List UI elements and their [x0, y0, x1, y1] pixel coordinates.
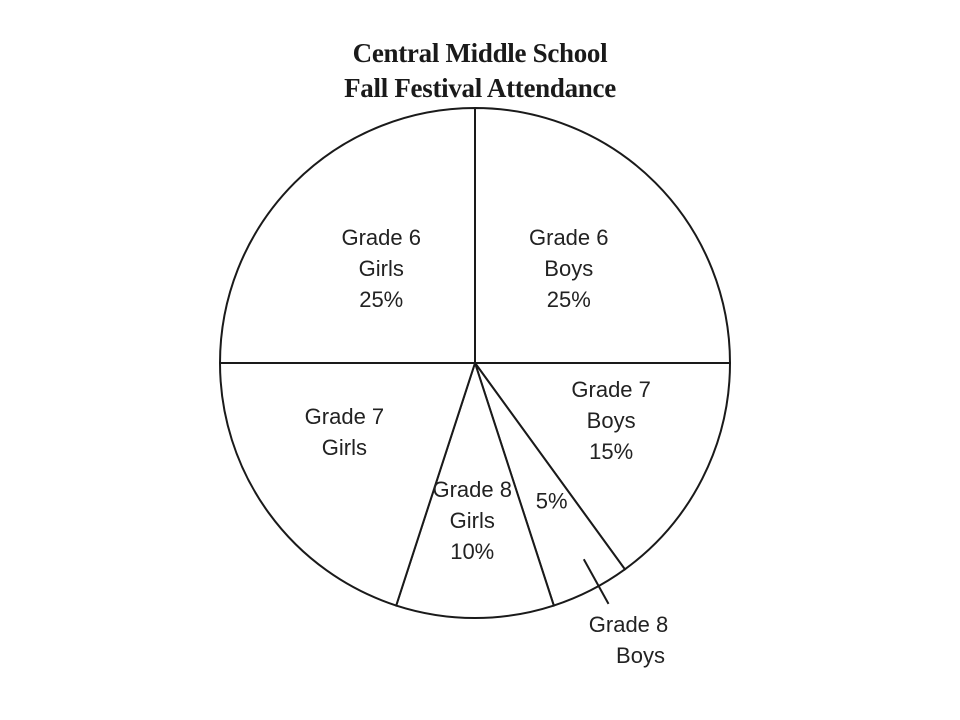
slice-label-3-line-1: Girls — [449, 508, 495, 534]
slice-label-1-line-2: 15% — [589, 438, 634, 464]
slice-label-3-line-0: Grade 8 — [432, 477, 512, 503]
slice-label-5-line-0: Grade 6 — [341, 225, 421, 251]
slice-label-5-line-1: Girls — [358, 256, 404, 282]
chart-title-line-1: Central Middle School — [352, 38, 608, 68]
slice-label-4-line-1: Girls — [321, 434, 368, 460]
slice-label-2 — [536, 488, 568, 513]
slice-label-1-line-0: Grade 7 — [571, 376, 651, 402]
chart-title-line-2: Fall Festival Attendance — [344, 73, 616, 103]
callout-label-2-line-0: Grade 8 — [588, 611, 669, 637]
slice-label-5-line-2: 25% — [359, 287, 404, 313]
slice-label-1-line-1: Boys — [586, 407, 636, 433]
slice-label-2-line-0: 5% — [535, 488, 568, 514]
slice-label-3-line-2: 10% — [450, 539, 495, 565]
slice-label-0-line-0: Grade 6 — [529, 225, 609, 251]
slice-label-0-line-2: 25% — [546, 287, 591, 313]
slice-label-0-line-1: Boys — [544, 256, 594, 282]
callout-label-2 — [589, 612, 669, 668]
callout-label-2-line-1: Boys — [616, 642, 665, 668]
slice-label-4-line-0: Grade 7 — [304, 403, 385, 429]
